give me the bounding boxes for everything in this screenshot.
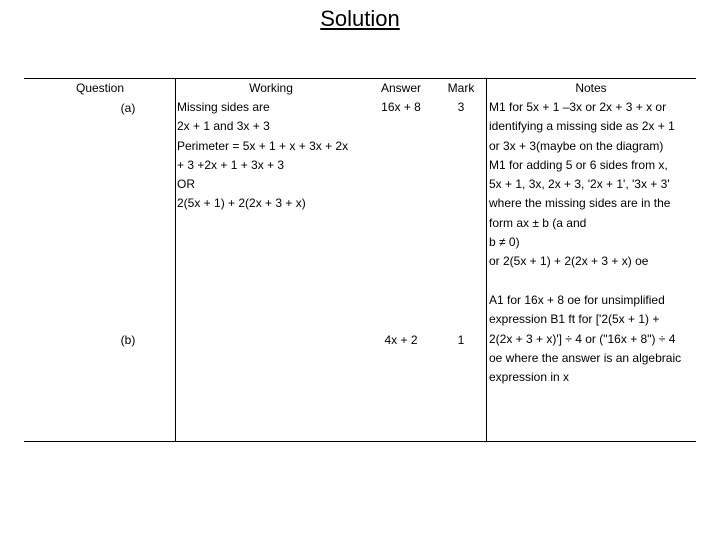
question-b-label: (b) [120,333,136,347]
notes-b [489,291,681,387]
notes-line: or 2(5x + 1) + 2(2x + 3 + x) oe [489,254,649,269]
notes-line: or 3x + 3(maybe on the diagram) [489,138,664,153]
working-line: OR [177,177,195,192]
working-line: Perimeter = 5x + 1 + x + 3x + 2x [177,138,349,153]
notes-line: b ≠ 0) [489,235,520,250]
notes-line: where the missing sides are in the [489,196,671,211]
notes-line: M1 for 5x + 1 –3x or 2x + 3 + x or [489,100,667,114]
header-notes: Notes [575,81,607,95]
column-divider [175,79,176,441]
header-mark: Mark [447,81,475,95]
working-line: + 3 +2x + 1 + 3x + 3 [177,157,285,172]
notes-line: identifying a missing side as 2x + 1 [489,119,675,134]
notes-line: A1 for 16x + 8 oe for unsimplified [489,293,665,307]
column-divider [486,79,487,441]
mark-a: 3 [457,100,465,114]
working-line: 2x + 1 and 3x + 3 [177,119,270,134]
working-line: Missing sides are [177,100,270,114]
notes-line: 2(2x + 3 + x)'] ÷ 4 or ("16x + 8") ÷ 4 [489,331,676,346]
answer-b: 4x + 2 [384,333,418,347]
notes-line: oe where the answer is an algebraic [489,350,682,365]
notes-line: M1 for adding 5 or 6 sides from x, [489,157,668,172]
header-working: Working [249,81,293,95]
answer-a: 16x + 8 [381,100,421,114]
notes-line: form ax ± b (a and [489,215,587,230]
working-a [177,98,348,214]
mark-b: 1 [457,333,465,347]
working-line: 2(5x + 1) + 2(2x + 3 + x) [177,196,306,211]
notes-line: expression B1 ft for ['2(5x + 1) + [489,312,660,327]
page-title: Solution [320,6,400,31]
notes-a [489,98,675,272]
notes-line: expression in x [489,370,570,385]
question-a-label: (a) [120,101,136,115]
header-answer: Answer [380,81,421,95]
mark-scheme-table [24,78,696,442]
notes-line: 5x + 1, 3x, 2x + 3, '2x + 1', '3x + 3' [489,177,670,192]
header-question: Question [75,81,125,95]
